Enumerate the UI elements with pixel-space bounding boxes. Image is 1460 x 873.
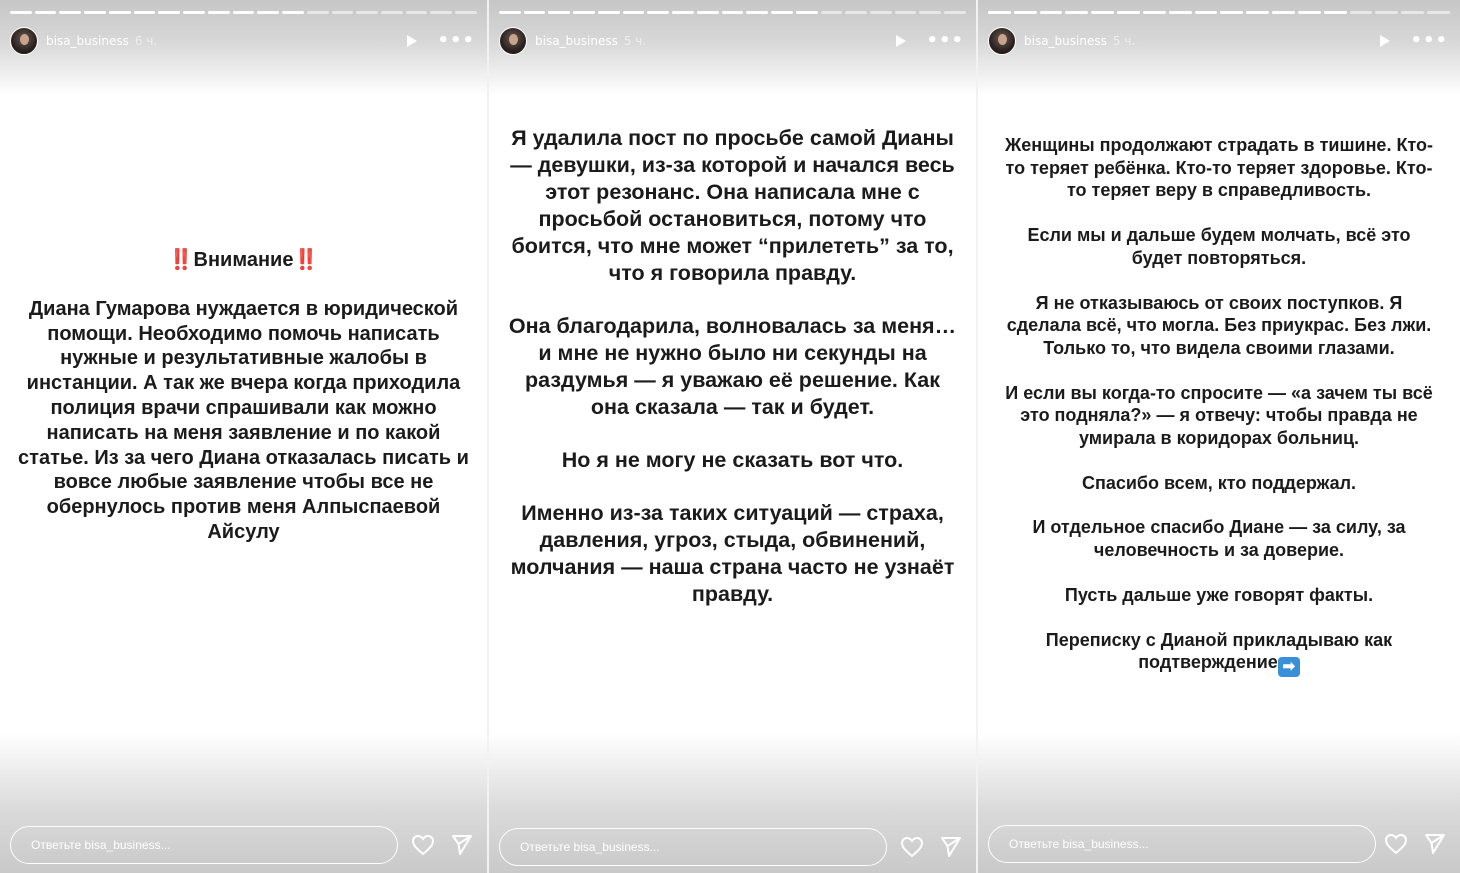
heart-icon[interactable] (900, 836, 924, 858)
avatar[interactable] (988, 27, 1016, 55)
story-header (499, 27, 964, 55)
double-exclamation-icon: ‼️ (168, 249, 194, 271)
story-progress-bar (988, 11, 1450, 14)
send-icon[interactable] (451, 834, 473, 856)
story-header (988, 27, 1448, 55)
right-arrow-icon: ➡ (1278, 657, 1300, 677)
story-header (10, 27, 475, 55)
story-text (0, 248, 487, 545)
story-footer (10, 825, 473, 865)
story-panel-2[interactable] (489, 0, 976, 873)
post-time: 6 ч. (134, 34, 158, 48)
post-time: 5 ч. (623, 34, 647, 48)
reply-field[interactable] (10, 826, 398, 864)
play-icon[interactable] (407, 35, 417, 47)
story-paragraph: Именно из-за таких ситуаций — страха, давления, угроз, стыда, обвинений, молчания — наша страна часто не узнаёт правду. (510, 501, 955, 606)
play-icon[interactable] (1380, 35, 1390, 47)
send-icon[interactable] (1424, 833, 1446, 855)
story-text (489, 125, 976, 608)
username[interactable]: bisa_business (1024, 34, 1107, 48)
story-footer (499, 827, 962, 867)
avatar[interactable] (499, 27, 527, 55)
reply-input[interactable] (1007, 836, 1375, 852)
story-paragraph: Но я не могу не сказать вот что. (561, 448, 904, 472)
more-options-icon[interactable]: ••• (926, 30, 964, 51)
story-paragraph: Спасибо всем, кто поддержал. (1081, 472, 1357, 493)
avatar[interactable] (10, 27, 38, 55)
reply-field[interactable] (988, 825, 1376, 863)
story-paragraph: И если вы когда-то спросите — «а зачем ты всё это подняла?» — я отвечу: чтобы правда не умирала в коридорах больниц. (1005, 382, 1433, 449)
more-options-icon[interactable]: ••• (437, 30, 475, 51)
play-icon[interactable] (896, 35, 906, 47)
username[interactable]: bisa_business (535, 34, 618, 48)
story-paragraph: Я удалила пост по просьбе самой Дианы — девушки, из-за которой и начался весь этот резонанс. Она написала мне с просьбой остановиться, потому что боится, что мне может “прилететь” за то, что я говорила правду. (510, 126, 955, 285)
story-paragraph: И отдельное спасибо Диане — за силу, за человечность и за доверие. (1032, 517, 1406, 561)
story-progress-bar (499, 11, 966, 14)
reply-input[interactable] (29, 837, 397, 853)
story-panel-1[interactable] (0, 0, 487, 873)
story-paragraph: Если мы и дальше будем молчать, всё это будет повторяться. (1027, 225, 1411, 268)
story-text (978, 134, 1460, 677)
story-paragraph: Она благодарила, волновалась за меня… и мне не нужно было ни секунды на раздумья — я уважаю её решение. Как она сказала — так и будет. (508, 314, 957, 419)
more-options-icon[interactable]: ••• (1410, 30, 1448, 51)
post-time: 5 ч. (1112, 34, 1136, 48)
send-icon[interactable] (940, 836, 962, 858)
reply-field[interactable] (499, 828, 887, 866)
double-exclamation-icon: ‼️ (293, 249, 319, 271)
story-paragraph-last: Переписку с Дианой прикладываю как подтверждение ➡ (1045, 629, 1393, 676)
story-panel-3[interactable] (978, 0, 1460, 873)
story-paragraph: Женщины продолжают страдать в тишине. Кто-то теряет ребёнка. Кто-то теряет здоровье. Кто-то теряет веру в справедливость. (1004, 135, 1434, 201)
story-paragraph: Пусть дальше уже говорят факты. (1064, 584, 1374, 605)
story-paragraph: Диана Гумарова нуждается в юридической помощи. Необходимо помочь написать нужные и результативные жалобы в инстанции. А так же вчера когда приходила полиция врачи спрашивали как можно написать на меня заявление и по какой статье. Из за чего Диана отказалась писать и вовсе любые заявление чтобы все не обернулось против меня Алпыспаевой Айсулу (18, 297, 469, 543)
story-footer (988, 824, 1446, 864)
story-heading: ‼️Внимание‼️ (168, 249, 319, 271)
username[interactable]: bisa_business (46, 34, 129, 48)
story-paragraph: Я не отказываюсь от своих поступков. Я сделала всё, что могла. Без приукрас. Без лжи. Только то, что видела своими глазами. (1006, 292, 1432, 358)
heart-icon[interactable] (1384, 833, 1408, 855)
reply-input[interactable] (518, 839, 886, 855)
story-progress-bar (10, 11, 477, 14)
heart-icon[interactable] (411, 834, 435, 856)
